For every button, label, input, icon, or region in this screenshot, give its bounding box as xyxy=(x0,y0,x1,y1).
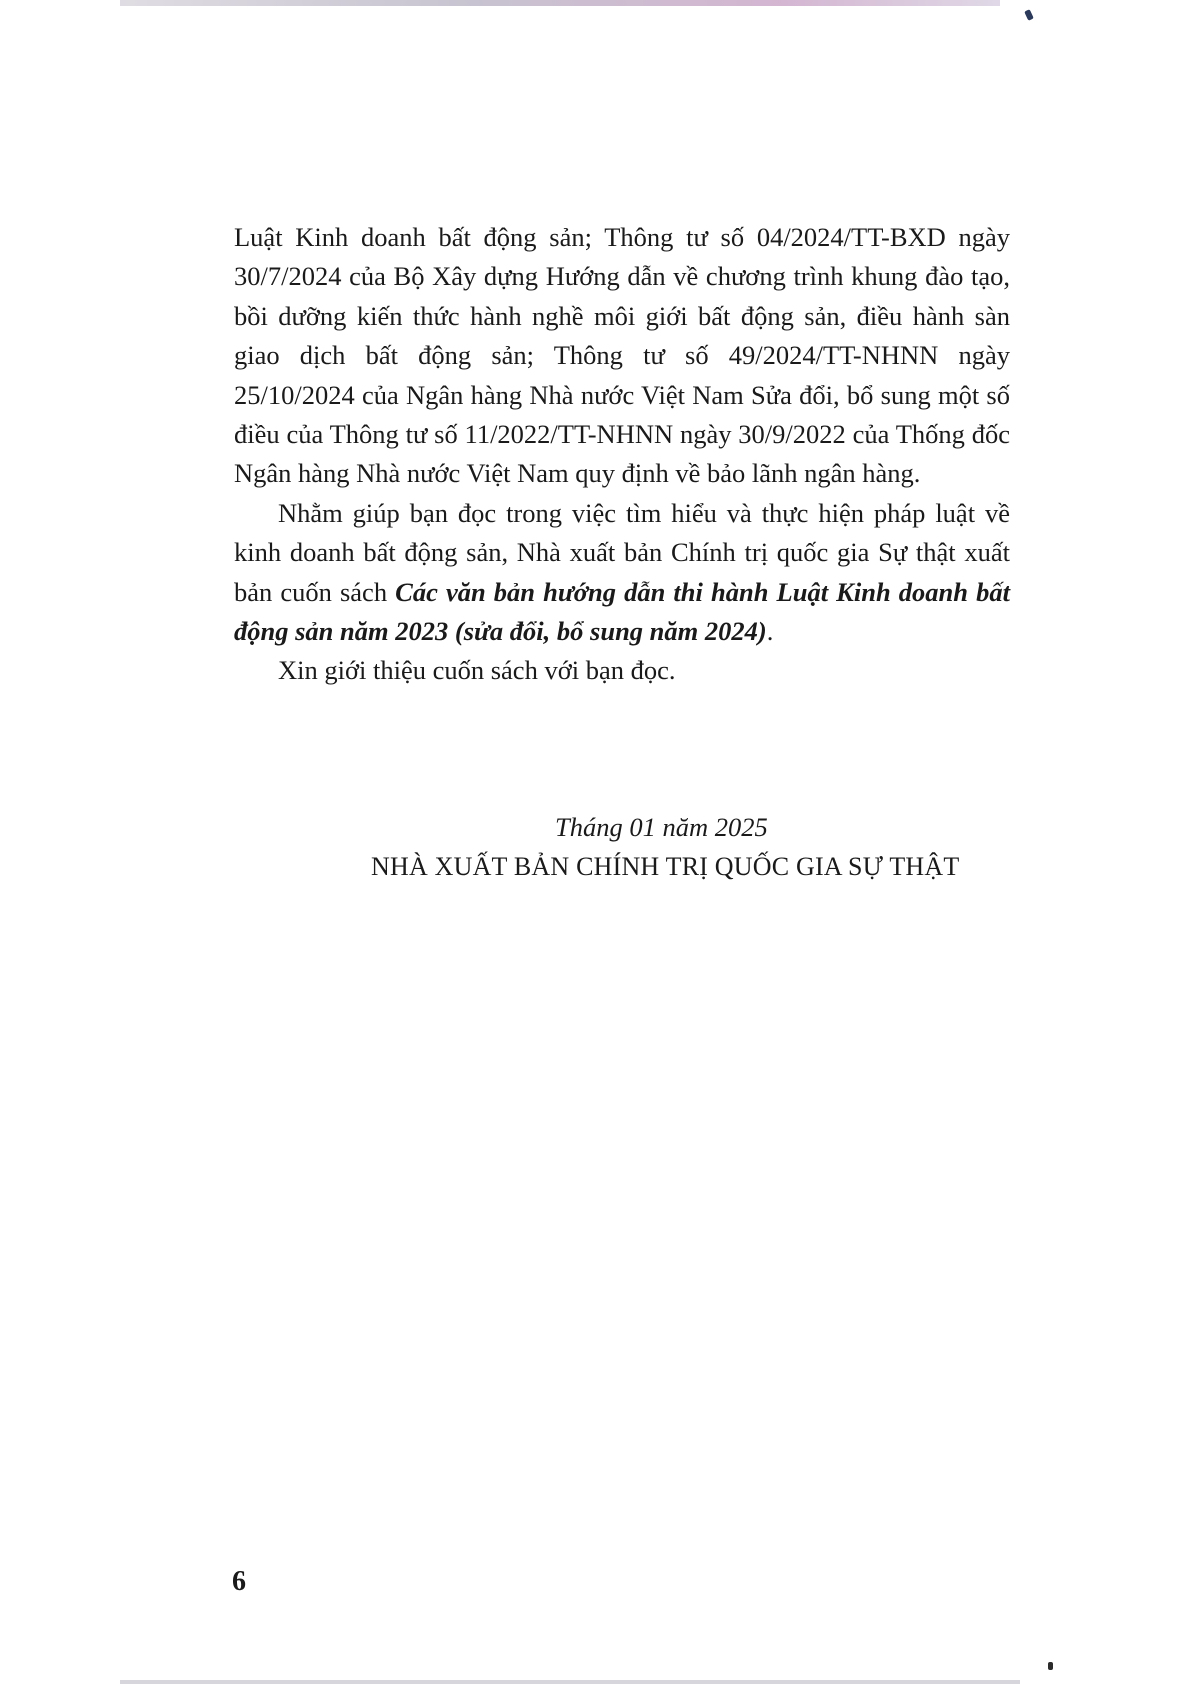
page-body xyxy=(234,218,1010,691)
book-title: Các văn bản hướng dẫn thi hành Luật Kinh doanh bất động sản năm 2023 (sửa đổi, bổ sung năm 2024) xyxy=(234,576,1010,647)
scan-mark-bottom xyxy=(1048,1662,1053,1670)
paragraph-introduction: Xin giới thiệu cuốn sách với bạn đọc. xyxy=(278,655,676,686)
paragraph-purpose-text: Nhằm giúp bạn đọc trong việc tìm hiểu và thực hiện pháp luật về kinh doanh bất động sản, Nhà xuất bản Chính trị quốc gia Sự thật xuất bản cuốn sách xyxy=(234,497,1010,607)
scan-mark xyxy=(1024,9,1034,21)
paragraph-continued: Luật Kinh doanh bất động sản; Thông tư số 04/2024/TT-BXD ngày 30/7/2024 của Bộ Xây dựng Hướng dẫn về chương trình khung đào tạo, bồi dưỡng kiến thức hành nghề môi giới bất động sản, điều hành sàn giao dịch bất động sản; Thông tư số 49/2024/TT-NHNN ngày 25/10/2024 của Ngân hàng Nhà nước Việt Nam Sửa đổi, bổ sung một số điều của Thông tư số 11/2022/TT-NHNN ngày 30/9/2022 của Thống đốc Ngân hàng Nhà nước Việt Nam quy định về bảo lãnh ngân hàng. xyxy=(234,222,1010,489)
signature-date: Tháng 01 năm 2025 xyxy=(555,812,768,842)
scan-top-edge xyxy=(120,0,1000,6)
paragraph-purpose xyxy=(234,494,1010,652)
page-number: 6 xyxy=(232,1566,246,1597)
scan-bottom-edge xyxy=(120,1680,1020,1684)
paragraph-purpose-end: . xyxy=(766,616,774,647)
signature-publisher: NHÀ XUẤT BẢN CHÍNH TRỊ QUỐC GIA SỰ THẬT xyxy=(371,852,960,881)
